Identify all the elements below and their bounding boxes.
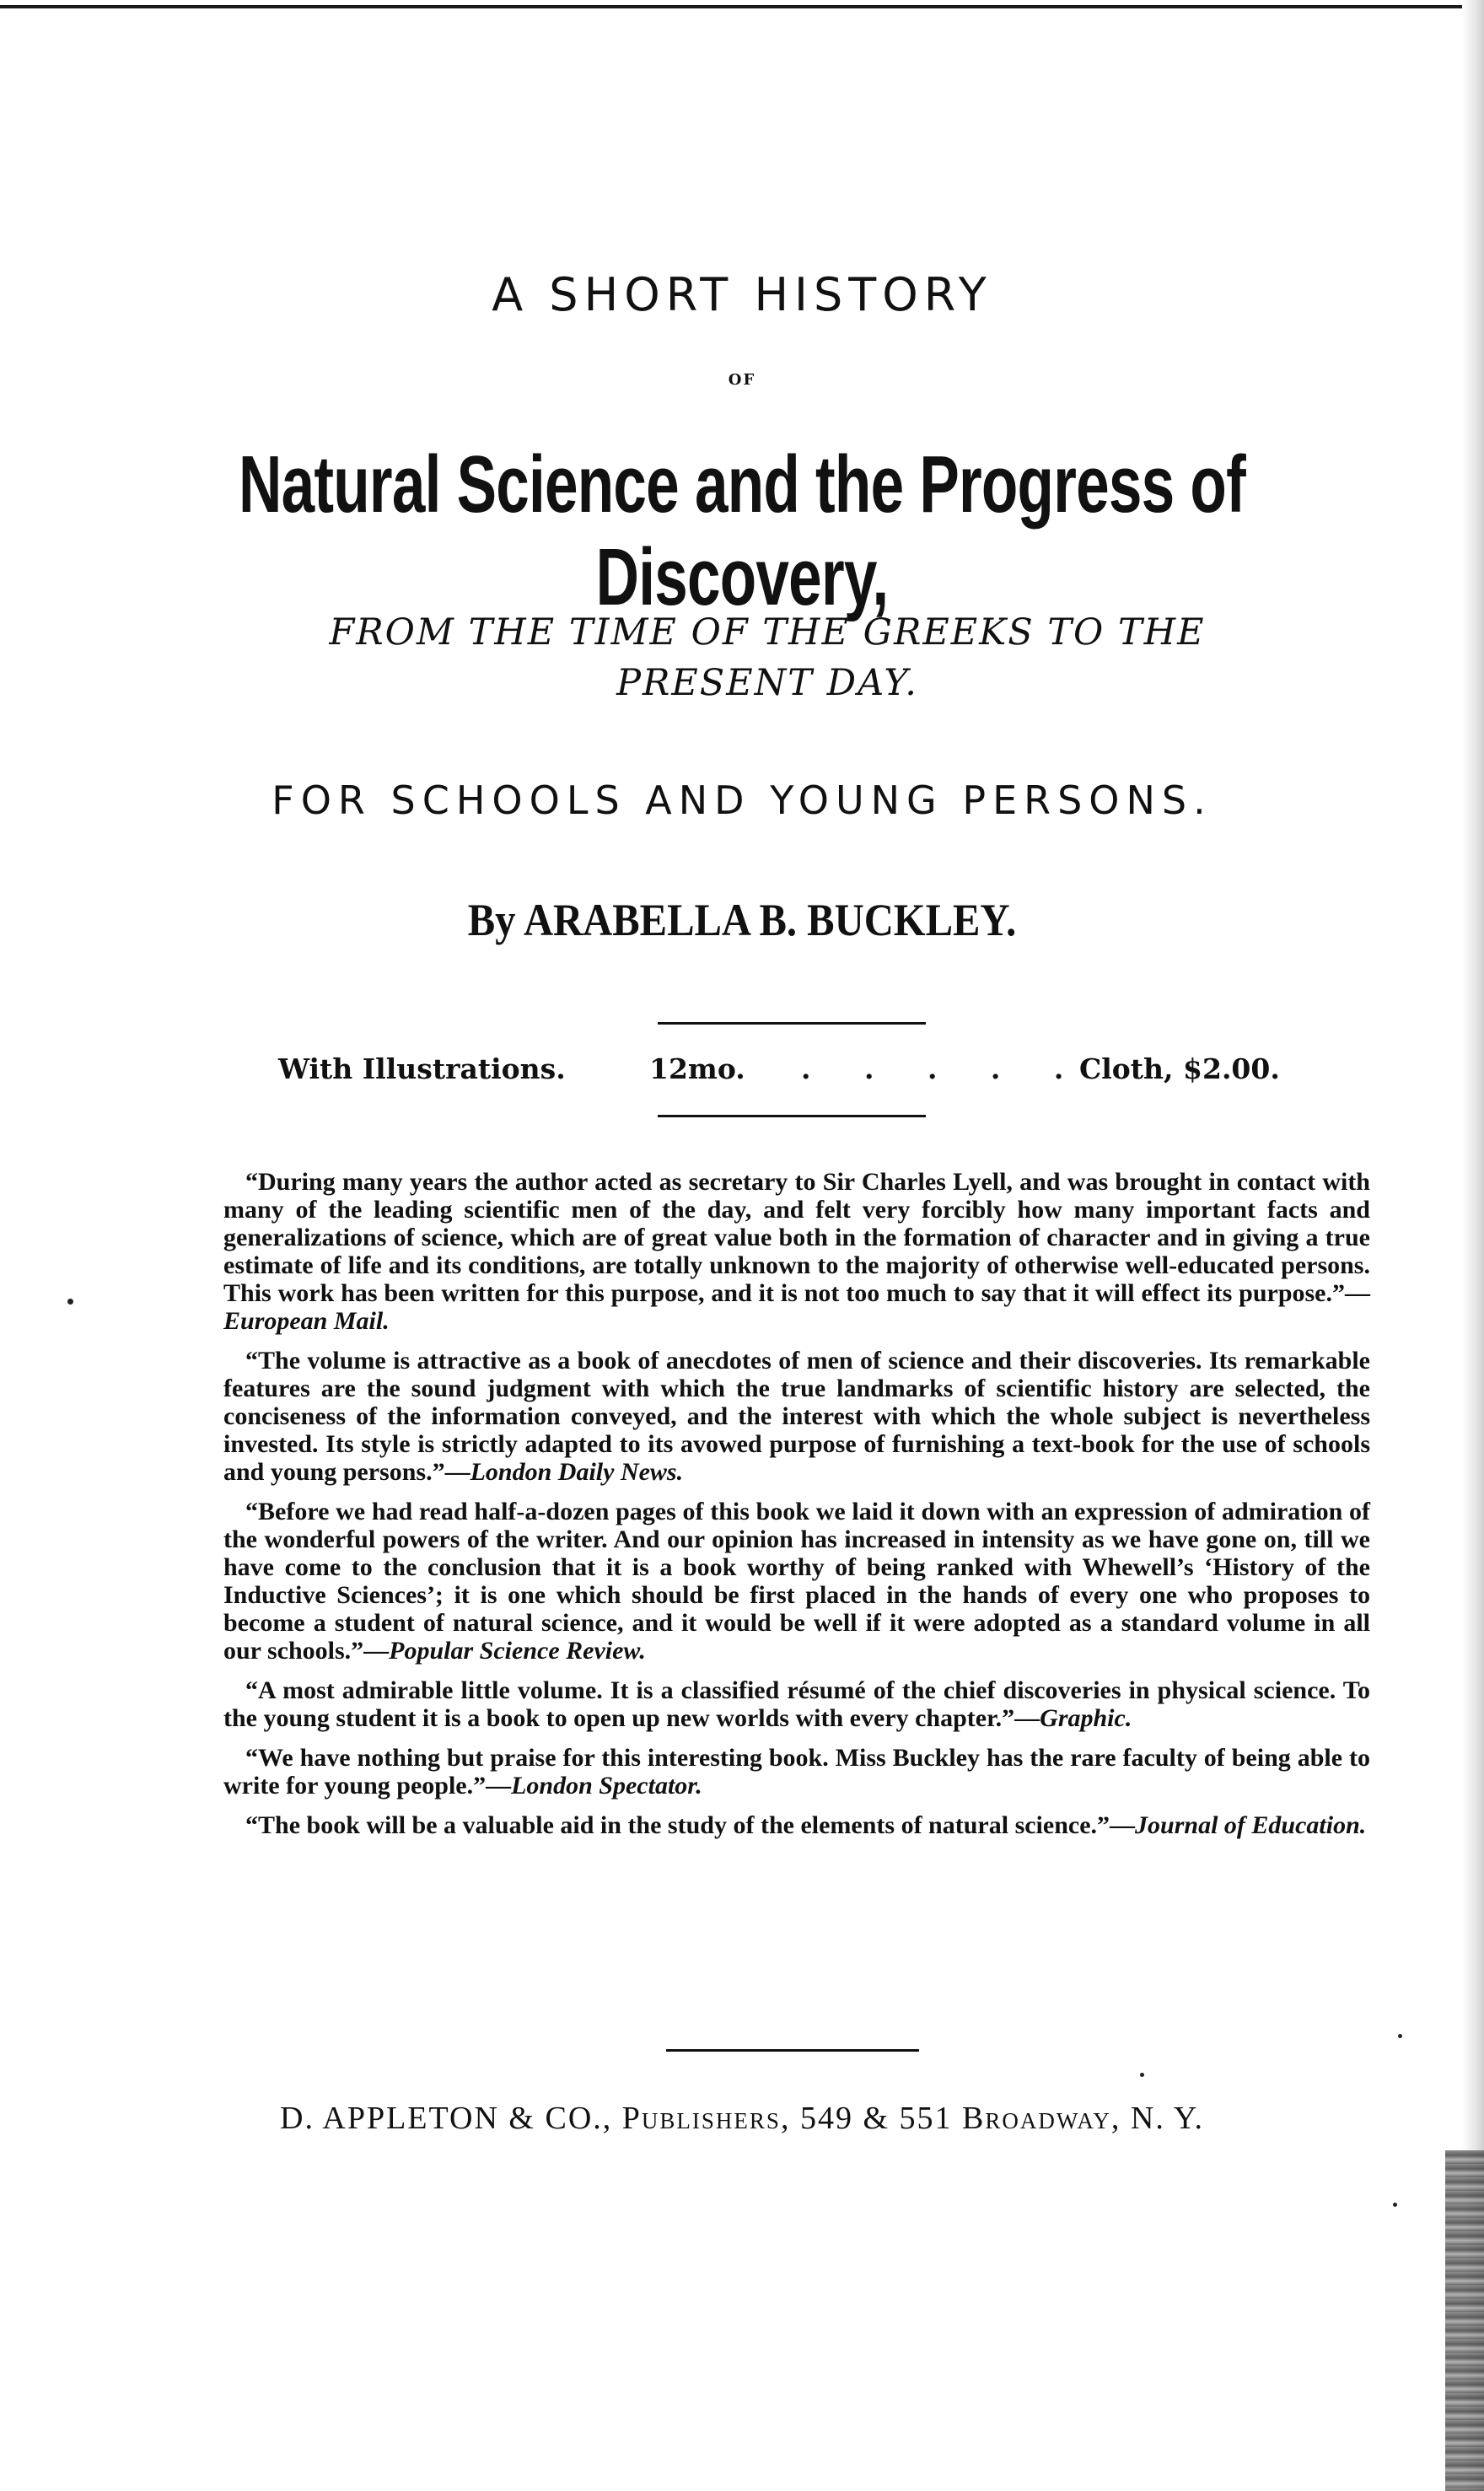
review-journal-of-education xyxy=(223,1811,1370,1839)
review-source: Journal of Education. xyxy=(1135,1811,1367,1839)
title-line-short-history: A SHORT HISTORY xyxy=(492,268,992,321)
publisher-street: Broadway, xyxy=(962,2101,1121,2136)
scan-speck xyxy=(1140,2073,1144,2077)
rule-above-edition xyxy=(658,1022,926,1025)
audience-line: FOR SCHOOLS AND YOUNG PERSONS. xyxy=(272,777,1212,823)
review-text: “The book will be a valuable aid in the study of the elements of natural science.”— xyxy=(245,1811,1136,1839)
review-text: “Before we had read half-a-dozen pages of this book we laid it down with an expression of admiration of the wonderful powers of the writer. And our opinion has increased in intensity as we have gone on, till we have come to the conclusion that it is a book worthy of being ranked with Whewell’s ‘History of the Inductive Sciences’; it is one which should be first placed in the hands of every one who proposes to become a student of natural science, and it would be well if it were adopted as a standard volume in all our schools.”— xyxy=(223,1498,1370,1665)
review-source: London Spectator. xyxy=(511,1772,702,1800)
review-text: “A most admirable little volume. It is a classified résumé of the chief discoveries in physical science. To the young student it is a book to open up new worlds with every chapter.”— xyxy=(223,1676,1370,1732)
rule-above-publisher xyxy=(666,2049,919,2052)
illustrations-label: With Illustrations. xyxy=(278,1052,566,1085)
format-label: 12mo. xyxy=(649,1052,745,1085)
review-text: “During many years the author acted as secretary to Sir Charles Lyell, and was brought in contact with many of the leading scientific men of the day, and felt very forcibly how many important facts and generalizations of science, which are of great value both in the formation of character and in giving a true estimate of life and its conditions, are totally unknown to the majority of otherwise well-educated persons. This work has been written for this purpose, and it is not too much to say that it will effect its purpose.”— xyxy=(223,1168,1370,1307)
review-text: “We have nothing but praise for this interesting book. Miss Buckley has the rare faculty of being able to write for young people.”— xyxy=(223,1744,1370,1800)
publisher-role: Publishers, xyxy=(621,2101,791,2136)
top-border-rule xyxy=(0,5,1484,8)
publisher-address-number: 549 & 551 xyxy=(799,2101,953,2136)
scan-speck xyxy=(1398,2034,1402,2038)
press-reviews xyxy=(223,1168,1370,1851)
review-source: London Daily News. xyxy=(470,1458,684,1486)
price-label: Cloth, $2.00. xyxy=(1079,1052,1280,1085)
review-source: European Mail. xyxy=(223,1307,390,1335)
author-line: By ARABELLA B. BUCKLEY. xyxy=(467,895,1017,945)
review-source: Popular Science Review. xyxy=(389,1637,646,1665)
title-of: OF xyxy=(728,371,756,389)
scan-speck xyxy=(67,1299,73,1305)
leader-dots: . . . . . xyxy=(801,1052,1086,1085)
review-london-daily-news xyxy=(223,1347,1370,1486)
book-title: Natural Science and the Progress of Discovery, xyxy=(239,439,1245,622)
review-source: Graphic. xyxy=(1040,1704,1132,1732)
page-edge-scan-artifact xyxy=(1445,2150,1484,2491)
review-graphic xyxy=(223,1676,1370,1732)
review-european-mail xyxy=(223,1168,1370,1335)
book-subtitle: FROM THE TIME OF THE GREEKS TO THE PRESENT DAY. xyxy=(329,611,1206,704)
rule-below-edition xyxy=(658,1115,926,1117)
scan-speck xyxy=(1393,2203,1397,2207)
edition-details xyxy=(278,1052,1324,1095)
publisher-imprint xyxy=(0,2100,1484,2137)
publisher-city: N. Y. xyxy=(1130,2101,1204,2136)
review-text: “The volume is attractive as a book of anecdotes of men of science and their discoveries. Its remarkable features are the sound judgment with which the true landmarks of scientific history are selected, the conciseness of the information conveyed, and the interest with which the whole subject is nevertheless invested. Its style is strictly adapted to its avowed purpose of furnishing a text-book for the use of schools and young persons.”— xyxy=(223,1347,1370,1486)
review-london-spectator xyxy=(223,1744,1370,1800)
review-popular-science-review xyxy=(223,1498,1370,1665)
publisher-name: D. APPLETON & CO., xyxy=(280,2101,613,2136)
